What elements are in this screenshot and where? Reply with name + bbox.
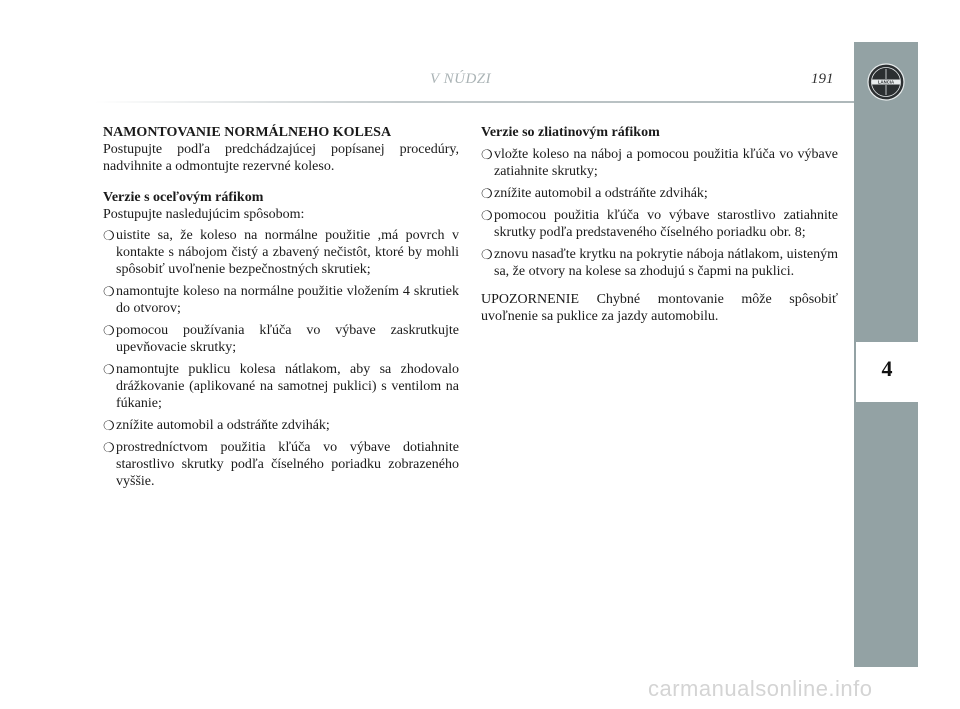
bullet-icon: ❍ [481,186,493,201]
bullet-icon: ❍ [103,440,115,455]
alloy-rim-steps [481,146,838,280]
list-item: ❍ uistite sa, že koleso na normálne použitie ,má povrch v kontakte s nábojom čistý a zbavený nečistôt, ktoré by mohli spôsobiť uvoľnenie bezpečnostných skrutiek; [103,228,459,277]
right-column [481,124,838,325]
section-heading: NAMONTOVANIE NORMÁLNEHO KOLESA [103,125,392,140]
watermark-text: carmanualsonline.info [648,676,873,701]
chapter-index-box [856,342,918,402]
warning-text: Chybné montovanie môže spôsobiť uvoľnenie sa puklice za jazdy automobilu. [481,292,839,324]
list-item: ❍ pomocou používania kľúča vo výbave zaskrutkujte upevňovacie skrutky; [103,323,459,355]
lancia-logo-icon [867,63,905,101]
running-header-title: V NÚDZI [430,71,492,87]
bullet-icon: ❍ [103,323,115,338]
lancia-logo-text: LANCIA [877,79,895,85]
bullet-icon: ❍ [481,247,493,262]
page-number: 191 [811,71,834,87]
bullet-icon: ❍ [103,362,115,377]
list-item: ❍ namontujte koleso na normálne použitie vložením 4 skrutiek do otvorov; [103,284,459,316]
bullet-icon: ❍ [103,418,115,433]
warning-note [481,291,838,325]
list-item: ❍ prostredníctvom použitia kľúča vo výbave dotiahnite starostlivo skrutky podľa číselného poriadku zobrazeného vyššie. [103,440,459,489]
list-item: ❍ znížite automobil a odstráňte zdvihák; [103,418,330,433]
lead-paragraph: Postupujte nasledujúcim spôsobom: [103,207,305,222]
list-item: ❍ namontujte puklicu kolesa nátlakom, aby sa zhodovalo drážkovanie (aplikované na samotnej puklici) s ventilom na fúkanie; [103,362,459,411]
bullet-icon: ❍ [481,208,493,223]
list-item: ❍ znovu nasaďte krytku na pokrytie náboja nátlakom, uisteným sa, že otvory na kolese sa zhodujú s čapmi na puklici. [481,247,838,279]
bullet-icon: ❍ [481,147,493,162]
bullet-icon: ❍ [103,284,115,299]
steel-rim-subheading: Verzie s oceľovým ráfikom [103,190,264,205]
list-item: ❍ vložte koleso na náboj a pomocou použitia kľúča vo výbave zatiahnite skrutky; [481,147,838,179]
intro-paragraph: Postupujte podľa predchádzajúcej popísanej procedúry, nadvihnite a odmontujte rezervné koleso. [103,142,459,174]
header-rule [95,101,855,103]
list-item: ❍ znížite automobil a odstráňte zdvihák; [481,186,708,201]
chapter-number: 4 [881,356,893,381]
steel-rim-steps [103,227,459,490]
bullet-icon: ❍ [103,228,115,243]
warning-label: UPOZORNENIE [481,292,579,307]
left-column [103,124,459,495]
list-item: ❍ pomocou použitia kľúča vo výbave starostlivo zatiahnite skrutky podľa predstaveného číselného poriadku obr. 8; [481,208,838,240]
alloy-rim-subheading: Verzie so zliatinovým ráfikom [481,125,660,140]
